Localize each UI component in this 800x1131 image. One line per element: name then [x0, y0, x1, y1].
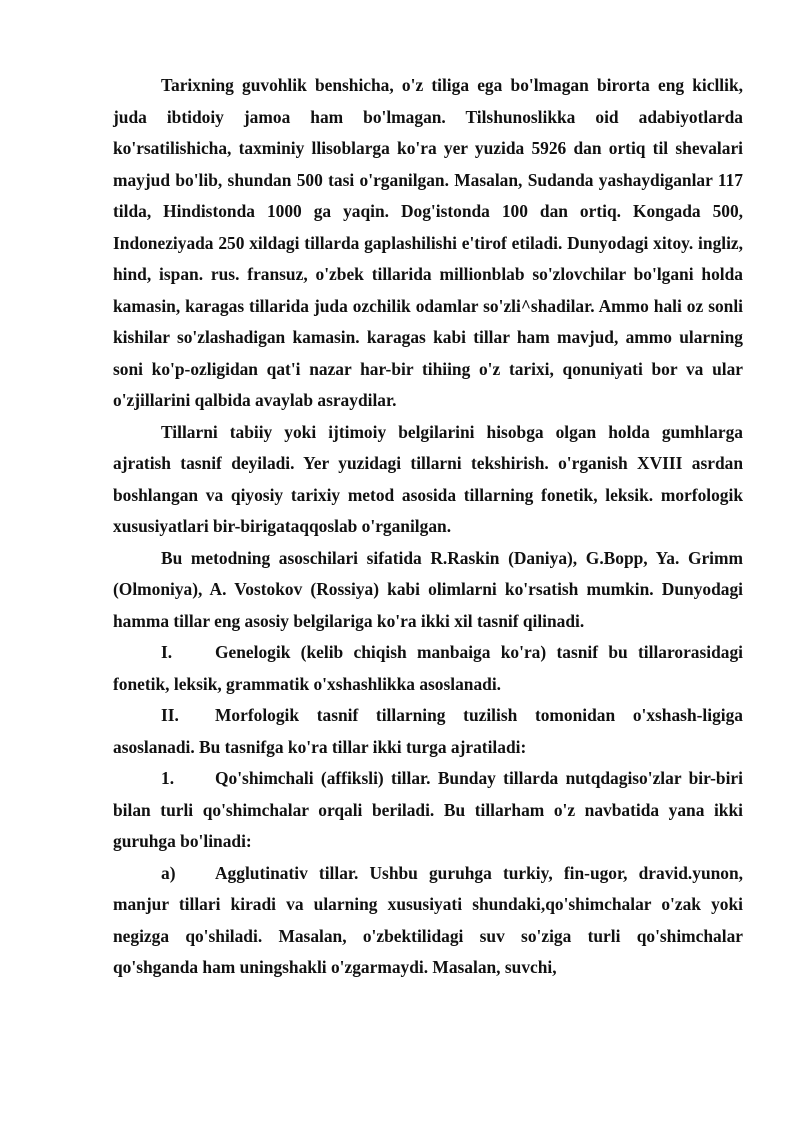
list-item-text: Morfologik tasnif tillarning tuzilish tomonidan o'xshash-ligiga asoslanadi. Bu tasnifga ko'ra tillar ikki turga ajratiladi: [113, 705, 743, 757]
list-marker: a) [161, 862, 176, 883]
list-marker: 1. [161, 768, 175, 788]
document-page [113, 70, 743, 984]
list-item-text: Genelogik (kelib chiqish manbaiga ko'ra) tasnif bu tillarorasidagi fonetik, leksik, grammatik o'xshashlikka asoslanadi. [113, 642, 743, 694]
list-item-morphological [113, 700, 743, 763]
list-marker: I. [161, 642, 173, 662]
paragraph-method-founders: Bu metodning asoschilari sifatida R.Raskin (Daniya), G.Bopp, Ya. Grimm (Olmoniya), A. Vostokov (Rossiya) kabi olimlarni ko'rsatish mumkin. Dunyodagi hamma tillar eng asosiy belgilariga ko'ra ikki xil tasnif qilinadi. [113, 547, 743, 631]
list-item-genealogical [113, 637, 743, 700]
list-item-text: Agglutinativ tillar. Ushbu guruhga turkiy, fin-ugor, dravid.yunon, manjur tillari kiradi va ularning xususiyati shundaki,qo'shimchalar o'zak yoki negizga qo'shiladi. Masalan, o'zbektilidagi suv so'ziga turli qo'shimchalar qo'shganda ham uningshakli o'zgarmaydi. Masalan, suvchi, [113, 862, 743, 977]
list-item-agglutinative [113, 858, 743, 984]
paragraph-classification: Tillarni tabiiy yoki ijtimoiy belgilarini hisobga olgan holda gumhlarga ajratish tasnif deyiladi. Yer yuzidagi tillarni tekshirish. o'rganish XVIII asrdan boshlangan va qiyosiy tarixiy metod asosida tillarning fonetik, leksik. morfologik xususiyatlari bir-birigataqqoslab o'rganilgan. [113, 421, 743, 536]
list-item-affixal [113, 763, 743, 858]
paragraph-language-count: Tarixning guvohlik benshicha, o'z tiliga ega bo'lmagan birorta eng kicllik, juda ibtidoiy jamoa ham bo'lmagan. Tilshunoslikka oid adabiyotlarda ko'rsatilishicha, taxminiy llisoblarga ko'ra yer yuzida 5926 dan ortiq til shevalari mayjud bo'lib, shundan 500 tasi o'rganilgan. Masalan, Sudanda yashaydiganlar 117 tilda, Hindistonda 1000 ga yaqin. Dog'istonda 100 dan ortiq. Kongada 500, Indoneziyada 250 xildagi tillarda gaplashilishi e'tirof etiladi. Dunyodagi xitoy. ingliz, hind, ispan. rus. fransuz, o'zbek tillarida millionblab so'zlovchilar bo'lgani holda kamasin, karagas tillarida juda ozchilik odamlar so'zli^shadilar. Ammo hali oz sonli kishilar so'zlashadigan kamasin. karagas kabi tillar ham mavjud, ammo ularning soni ko'p-ozligidan qat'i nazar har-bir tihiing o'z tarixi, qonuniyati bor va ular o'zjillarini qalbida avaylab asraydilar. [113, 75, 743, 410]
list-item-text: Qo'shimchali (affiksli) tillar. Bunday tillarda nutqdagiso'zlar bir-biri bilan turli qo'shimchalar orqali beriladi. Bu tillarham o'z navbatida yana ikki guruhga bo'linadi: [113, 768, 743, 851]
list-marker: II. [161, 705, 179, 725]
